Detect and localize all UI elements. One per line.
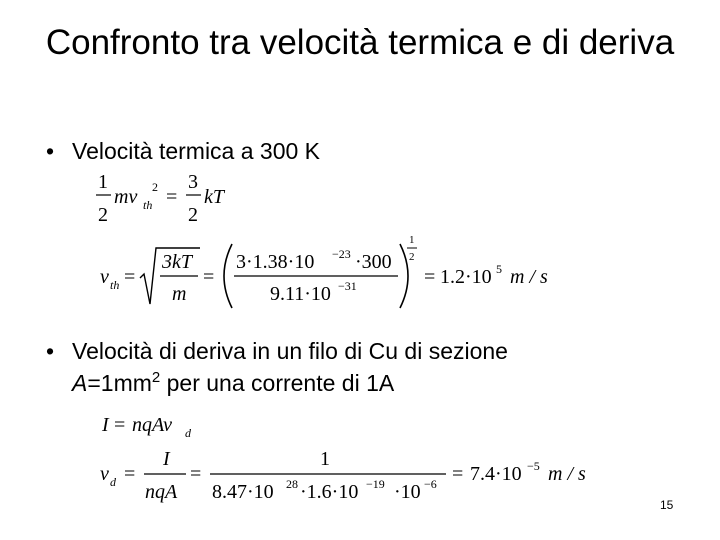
eq4-result: 7.4·10 bbox=[470, 463, 522, 485]
eq2-lhs: v bbox=[100, 266, 109, 288]
square-root-icon bbox=[140, 248, 200, 304]
current-text: per una corrente di 1A bbox=[160, 370, 395, 396]
eq4-lhs: v bbox=[100, 463, 109, 485]
eq1-term-right: kT bbox=[204, 186, 224, 208]
page-number: 15 bbox=[660, 498, 674, 512]
eq1-num-right: 3 bbox=[188, 171, 198, 193]
eq4-frac1-num: I bbox=[163, 448, 170, 470]
eq2-den-a: 9.11·10 bbox=[270, 283, 331, 305]
eq4-lhs-sub: d bbox=[110, 475, 116, 489]
area-symbol: A bbox=[72, 370, 88, 396]
eq4-equals-3: = bbox=[452, 463, 464, 485]
eq3-lhs: I bbox=[102, 414, 109, 436]
bullet-text-line2 bbox=[72, 368, 394, 398]
eq4-unit: m / s bbox=[548, 463, 586, 485]
eq2-lhs-sub: th bbox=[110, 278, 120, 292]
eq1-equals: = bbox=[166, 186, 178, 208]
eq2-result-exp: 5 bbox=[496, 262, 502, 276]
bullet-text: Velocità termica a 300 K bbox=[72, 138, 321, 164]
eq2-num-exp: −23 bbox=[332, 247, 351, 261]
left-parenthesis-icon bbox=[224, 244, 232, 308]
bullet-thermal-velocity bbox=[46, 136, 646, 166]
slide-title: Confronto tra velocità termica e di deriva bbox=[45, 23, 675, 62]
eq2-pow-num: 1 bbox=[409, 234, 415, 246]
bullet-dot: • bbox=[46, 338, 55, 364]
bullet-drift-velocity bbox=[46, 336, 666, 400]
eq3-equals: = bbox=[114, 414, 126, 436]
eq2-unit: m / s bbox=[510, 266, 548, 288]
eq1-term: mv bbox=[114, 186, 138, 208]
eq2-root-den: m bbox=[172, 283, 187, 305]
eq2-num-a: 3·1.38·10 bbox=[236, 251, 315, 273]
eq1-den-right: 2 bbox=[188, 204, 198, 226]
eq4-den-c: ·10 bbox=[394, 481, 421, 503]
right-parenthesis-icon bbox=[400, 244, 408, 308]
eq4-equals-2: = bbox=[190, 463, 202, 485]
eq3-rhs-sub: d bbox=[185, 426, 191, 440]
area-exponent: 2 bbox=[151, 369, 161, 386]
eq4-den-a: 8.47·10 bbox=[212, 481, 274, 503]
eq4-frac2-num: 1 bbox=[320, 448, 330, 470]
eq2-equals-1: = bbox=[124, 266, 136, 288]
area-value: =1mm bbox=[87, 370, 152, 396]
eq4-frac1-den: nqA bbox=[145, 481, 178, 503]
eq2-den-exp: −31 bbox=[338, 279, 357, 293]
eq1-den-left: 2 bbox=[98, 204, 108, 226]
eq1-sub: th bbox=[143, 198, 153, 212]
eq2-result: 1.2·10 bbox=[440, 266, 492, 288]
eq2-equals-2: = bbox=[203, 266, 215, 288]
eq4-den-b: ·1.6·10 bbox=[300, 481, 359, 503]
eq2-root-num: 3kT bbox=[162, 251, 192, 273]
eq4-result-exp: −5 bbox=[527, 459, 540, 473]
bullet-dot: • bbox=[46, 138, 55, 164]
eq4-den-exp2: −19 bbox=[366, 477, 385, 491]
eq1-sup: 2 bbox=[152, 180, 158, 194]
eq4-equals-1: = bbox=[124, 463, 136, 485]
eq4-den-exp1: 28 bbox=[286, 477, 298, 491]
eq2-equals-3: = bbox=[424, 266, 436, 288]
eq2-pow-den: 2 bbox=[409, 251, 415, 263]
eq3-rhs: nqAv bbox=[132, 414, 172, 436]
eq2-num-b: ·300 bbox=[355, 251, 392, 273]
bullet-text-line1: Velocità di deriva in un filo di Cu di sezione bbox=[72, 338, 508, 364]
eq4-den-exp3: −6 bbox=[424, 477, 437, 491]
eq1-num-left: 1 bbox=[98, 171, 108, 193]
